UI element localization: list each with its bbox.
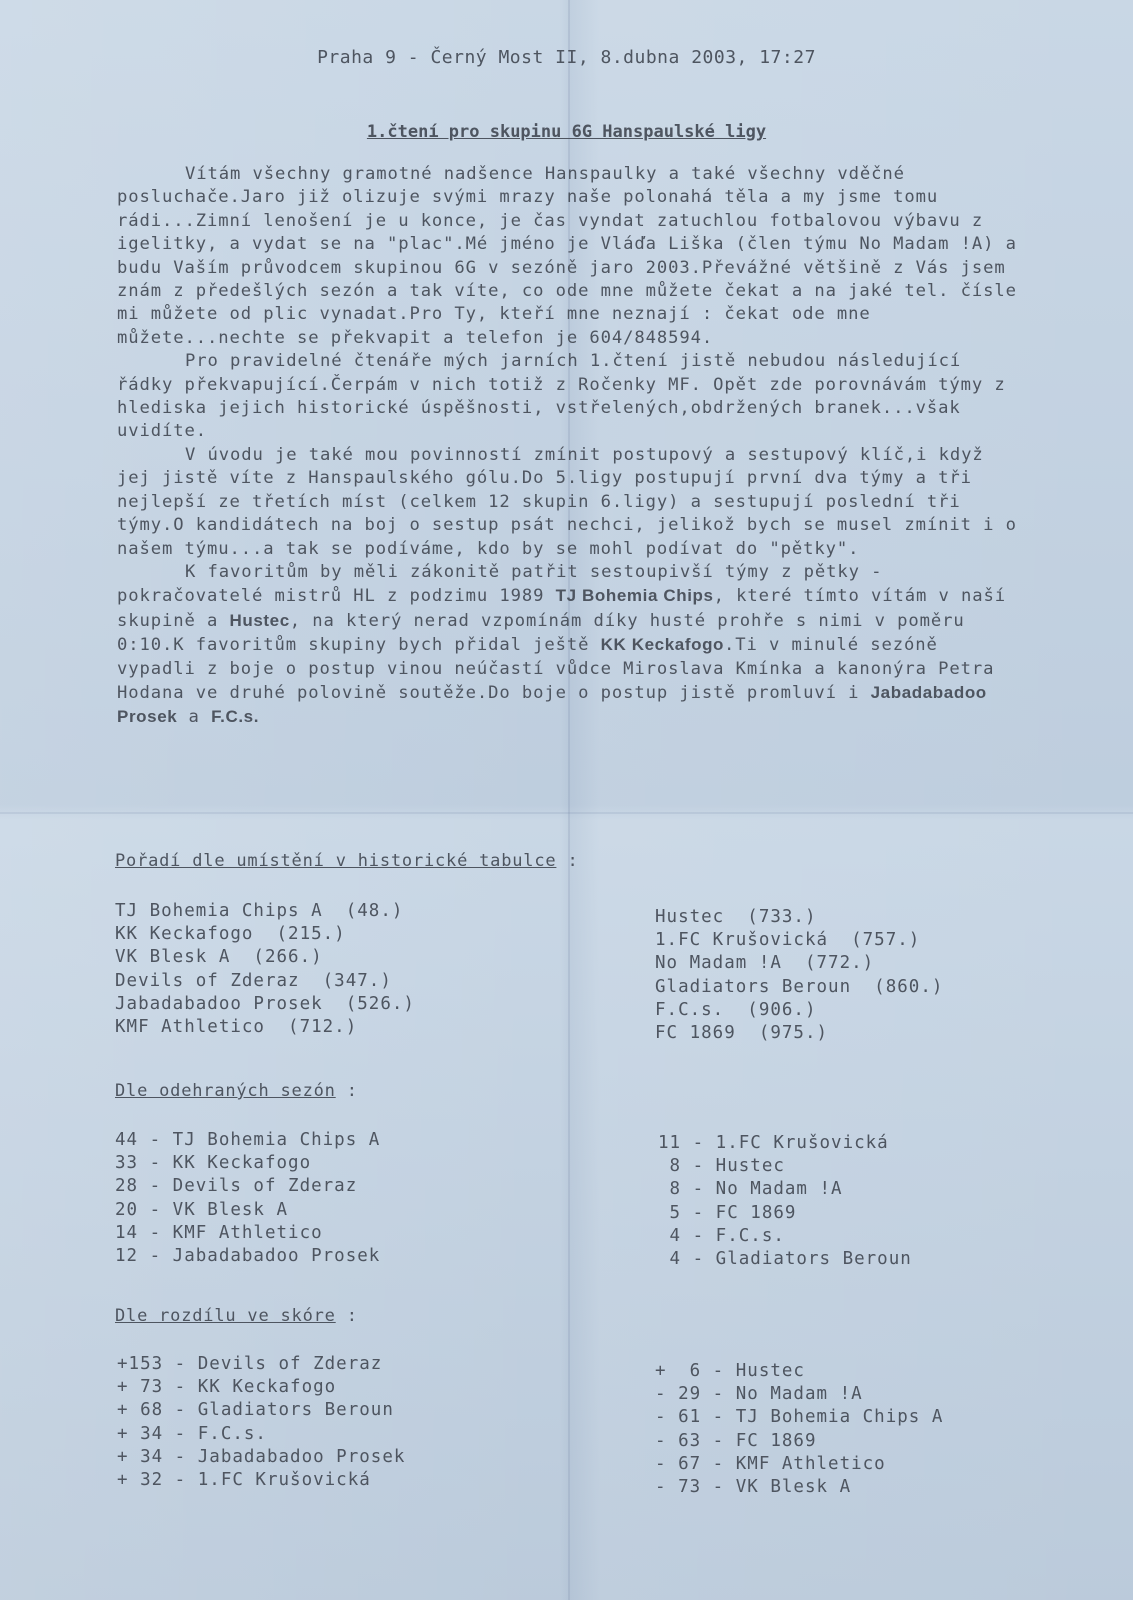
paper-fold-horizontal: [0, 812, 1133, 814]
paragraph: [117, 163, 1027, 350]
paragraph-text: Pro pravidelné čtenáře mých jarních 1.čtení jistě nebudou následující řádky překvapující.Čerpám v nich totiž z Ročenky MF. Opět zde porovnávám týmy z hlediska jejich historické úspěšnosti, vstřelených,obdržených branek...však uvidíte.: [117, 351, 1006, 442]
paragraph-text: a: [177, 707, 212, 728]
section-score-heading: [115, 1306, 358, 1326]
section-seasons-title: Dle odehraných sezón: [115, 1081, 336, 1101]
list-item: 5 - FC 1869: [658, 1202, 797, 1223]
list-item: - 63 - FC 1869: [655, 1430, 817, 1451]
list-item: + 6 - Hustec: [655, 1361, 805, 1381]
intro-text: [117, 163, 1027, 730]
paragraph-text: V úvodu je také mou povinností zmínit postupový a sestupový klíč,i když jej jistě víte z Hanspaulského gólu.Do 5.ligy postupují první dva týmy a tři nejlepší ze třetích míst (celkem 12 skupin 6.ligy) a sestupují poslední tři týmy.O kandidátech na boj o sestup psát nechci, jelikož bych se musel zmínit i o našem týmu...a tak se podíváme, kdo by se mohl podívat do "pětky".: [117, 444, 1017, 559]
list-item: +153 - Devils of Zderaz: [117, 1354, 383, 1374]
list-item: 8 - Hustec: [658, 1156, 785, 1177]
section-score-title: Dle rozdílu ve skóre: [115, 1306, 336, 1326]
team-name-bold: F.C.s.: [211, 707, 260, 727]
team-name-bold: Jabadabadoo Prosek: [117, 682, 987, 727]
paragraph-text: .Ti v minulé sezóně vypadli z boje o postup vinou neúčastí vůdce Miroslava Kmínka a kanonýra Petra Hodana ve druhé polovině soutěže.Do boje o postup jistě promluví i: [117, 635, 995, 703]
list-item: 14 - KMF Athletico: [115, 1222, 323, 1243]
list-item: Devils of Zderaz (347.): [115, 970, 392, 991]
document-title: 1.čtení pro skupinu 6G Hanspaulské ligy: [366, 122, 767, 142]
list-item: - 61 - TJ Bohemia Chips A: [655, 1407, 944, 1428]
section-score-colon: :: [335, 1306, 358, 1326]
list-item: 11 - 1.FC Krušovická: [658, 1133, 889, 1153]
score-right-list: [655, 1360, 943, 1499]
paragraph-text: , na který nerad vzpomínám díky husté prohře s nimi v poměru 0:10.K favoritům skupiny bych přidal ještě: [117, 610, 965, 656]
list-item: 44 - TJ Bohemia Chips A: [115, 1130, 381, 1150]
paragraph: [117, 561, 1027, 730]
list-item: No Madam !A (772.): [655, 953, 875, 974]
historical-left-list: [115, 900, 415, 1039]
list-item: 4 - Gladiators Beroun: [658, 1249, 912, 1270]
list-item: Gladiators Beroun (860.): [655, 976, 944, 997]
team-name-bold: Hustec: [229, 610, 290, 630]
paragraph: [117, 444, 1027, 561]
list-item: 20 - VK Blesk A: [115, 1199, 289, 1220]
paragraph: [117, 350, 1027, 444]
section-historical-title: Pořadí dle umístění v historické tabulce: [115, 851, 557, 871]
list-item: 28 - Devils of Zderaz: [115, 1176, 358, 1197]
list-item: + 34 - F.C.s.: [117, 1423, 267, 1444]
list-item: + 73 - KK Keckafogo: [117, 1377, 337, 1398]
list-item: 4 - F.C.s.: [658, 1225, 785, 1246]
list-item: 12 - Jabadabadoo Prosek: [115, 1246, 381, 1267]
list-item: - 73 - VK Blesk A: [655, 1477, 852, 1498]
list-item: Jabadabadoo Prosek (526.): [115, 993, 415, 1014]
paragraph-text: K favoritům by měli zákonitě patřit sestoupivší týmy z pětky - pokračovatelé mistrů HL z podzimu 1989: [117, 561, 883, 607]
section-historical-heading: [115, 851, 578, 871]
list-item: F.C.s. (906.): [655, 999, 817, 1020]
score-left-list: [117, 1353, 405, 1492]
list-item: 33 - KK Keckafogo: [115, 1153, 312, 1174]
list-item: FC 1869 (975.): [655, 1023, 829, 1044]
section-historical-colon: :: [556, 851, 579, 871]
list-item: 8 - No Madam !A: [658, 1179, 843, 1200]
team-name-bold: KK Keckafogo: [600, 635, 725, 655]
list-item: - 67 - KMF Athletico: [655, 1453, 886, 1474]
list-item: + 34 - Jabadabadoo Prosek: [117, 1446, 406, 1467]
paragraph-text: Vítám všechny gramotné nadšence Hanspaulky a také všechny vděčné posluchače.Jaro již olizuje svými mrazy naše polonahá těla a my jsme tomu rádi...Zimní lenošení je u konce, je čas vyndat zatuchlou fotbalovou výbavu z igelitky, a vydat se na "plac".Mé jméno je Vláďa Liška (člen týmu No Madam !A) a budu Vaším průvodcem skupinou 6G v sezóně jaro 2003.Převážné většině z Vás jsem znám z předešlých sezón a tak víte, co ode mne můžete čekat a na jaké tel. čísle mi můžete od plic vynadat.Pro Ty, kteří mne neznají : čekat ode mne můžete...nechte se překvapit a telefon je 604/848594.: [117, 164, 1017, 348]
list-item: + 32 - 1.FC Krušovická: [117, 1470, 371, 1491]
list-item: KK Keckafogo (215.): [115, 924, 346, 945]
document-header: Praha 9 - Černý Most II, 8.dubna 2003, 17:27: [317, 47, 816, 68]
paragraph-text: , které tímto vítám v naší skupině a: [117, 586, 1007, 631]
list-item: TJ Bohemia Chips A (48.): [115, 901, 404, 921]
historical-right-list: [655, 906, 943, 1045]
list-item: VK Blesk A (266.): [115, 947, 323, 968]
list-item: 1.FC Krušovická (757.): [655, 930, 921, 951]
list-item: KMF Athletico (712.): [115, 1017, 358, 1038]
section-seasons-colon: :: [335, 1081, 358, 1101]
seasons-right-list: [658, 1132, 912, 1271]
seasons-left-list: [115, 1129, 380, 1268]
section-seasons-heading: [115, 1081, 358, 1101]
list-item: Hustec (733.): [655, 907, 817, 927]
team-name-bold: TJ Bohemia Chips: [555, 586, 714, 606]
list-item: - 29 - No Madam !A: [655, 1384, 863, 1405]
list-item: + 68 - Gladiators Beroun: [117, 1400, 394, 1421]
